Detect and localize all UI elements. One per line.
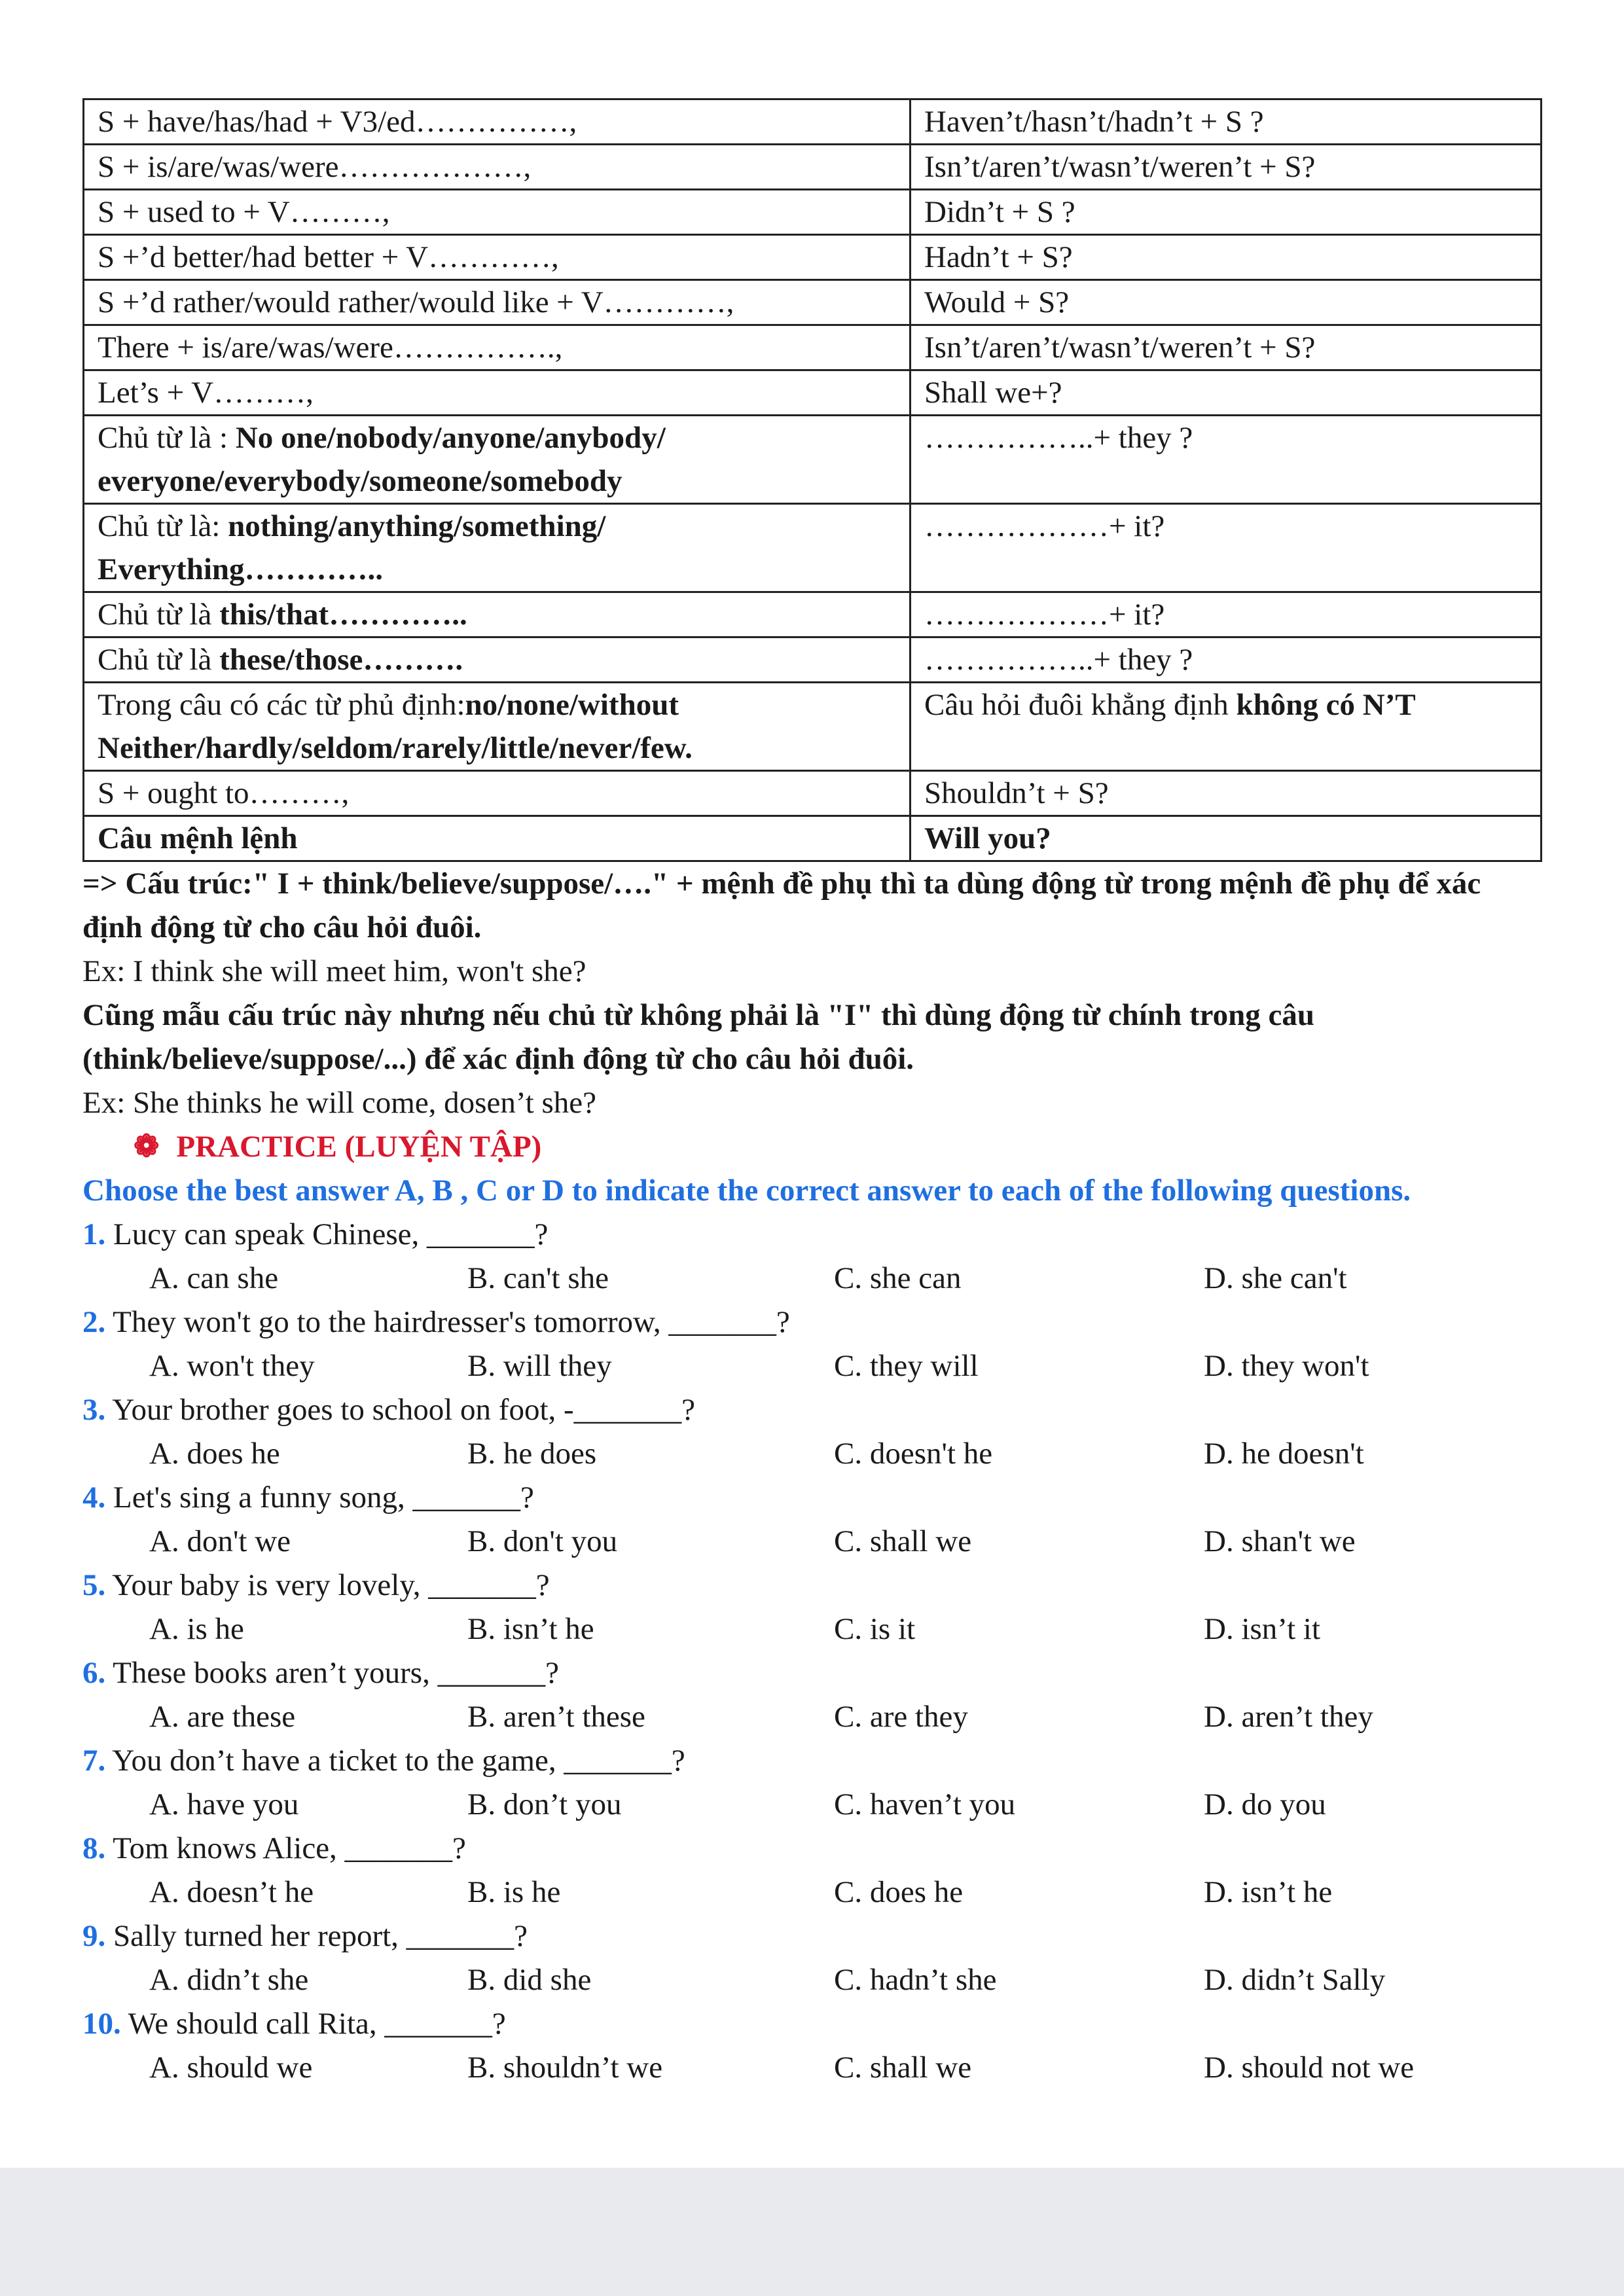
question-item [82,1914,1542,2002]
option-a[interactable]: A. can she [149,1261,279,1295]
question-list [82,1213,1542,2090]
cell-text: Hadn’t + S? [924,240,1073,274]
rules-table-body [84,99,1542,861]
cell-text: không có N’T [1236,688,1416,722]
cell-text: ……………..+ they ? [924,643,1193,677]
structure-note: => Cấu trúc:" I + think/believe/suppose/…." + mệnh đề phụ thì ta dùng động từ trong mệnh đề phụ để xác định động từ cho câu hỏi đuôi. [82,867,1481,944]
cell-text: Câu hỏi đuôi khẳng định [924,688,1236,722]
example-1: Ex: I think she will meet him, won't she? [82,954,586,988]
cell-text: Will you? [924,821,1051,855]
cell-text: S + ought to………, [98,776,350,810]
rule-tag-cell [911,99,1542,145]
option-c[interactable]: C. doesn't he [834,1437,993,1471]
question-line [82,1827,1542,1871]
option-b[interactable]: B. can't she [467,1261,609,1295]
cell-text: Haven’t/hasn’t/hadn’t + S ? [924,105,1264,139]
same-structure-note: Cũng mẫu cấu trúc này nhưng nếu chủ từ không phải là "I" thì dùng động từ chính trong câu (think/believe/suppose/...) để xác định động từ cho câu hỏi đuôi. [82,998,1314,1076]
option-a[interactable]: A. is he [149,1612,244,1646]
rule-tag-cell [911,145,1542,190]
rule-row [84,145,1542,190]
rule-tag-cell [911,771,1542,816]
question-item [82,1564,1542,1651]
option-c[interactable]: C. are they [834,1700,968,1734]
cell-text: S + is/are/was/were………………, [98,150,532,184]
option-d[interactable]: D. shan't we [1204,1524,1356,1558]
question-line [82,1651,1542,1695]
cell-text: ……………..+ they ? [924,421,1193,455]
option-d[interactable]: D. isn’t it [1204,1612,1321,1646]
option-d[interactable]: D. isn’t he [1204,1875,1333,1909]
rule-row [84,99,1542,145]
cell-text: Câu mệnh lệnh [98,821,298,855]
question-text: These books aren’t yours, _______? [113,1656,559,1690]
option-b[interactable]: B. did she [467,1963,592,1997]
rule-row [84,504,1542,592]
rule-structure-cell [84,816,911,861]
practice-heading [82,1125,1542,1169]
rule-tag-cell [911,370,1542,416]
rule-structure-cell [84,145,911,190]
cell-text: Shouldn’t + S? [924,776,1109,810]
answer-options [82,1257,1542,1300]
rule-row [84,816,1542,861]
option-c[interactable]: C. hadn’t she [834,1963,997,1997]
rule-structure-cell [84,99,911,145]
question-item [82,1388,1542,1476]
option-c[interactable]: C. shall we [834,2051,972,2085]
rule-row [84,370,1542,416]
option-d[interactable]: D. she can't [1204,1261,1347,1295]
option-b[interactable]: B. he does [467,1437,597,1471]
question-number: 4. [82,1480,106,1515]
option-a[interactable]: A. won't they [149,1349,315,1383]
option-d[interactable]: D. they won't [1204,1349,1369,1383]
answer-options [82,1344,1542,1388]
question-number: 2. [82,1305,106,1339]
question-text: You don’t have a ticket to the game, _______? [112,1744,685,1778]
question-item [82,1651,1542,1739]
rule-tag-cell [911,637,1542,683]
rule-tag-cell [911,190,1542,235]
cell-text: Chủ từ là : [98,421,236,455]
option-c[interactable]: C. is it [834,1612,916,1646]
cell-text: these/those………. [219,643,463,677]
question-number: 3. [82,1393,106,1427]
option-c[interactable]: C. they will [834,1349,979,1383]
option-c[interactable]: C. haven’t you [834,1787,1016,1821]
answer-options [82,1432,1542,1476]
rule-row [84,771,1542,816]
rule-tag-cell [911,416,1542,504]
option-d[interactable]: D. he doesn't [1204,1437,1364,1471]
rule-row [84,683,1542,771]
rule-structure-cell [84,370,911,416]
rule-structure-cell [84,190,911,235]
cell-text: S +’d better/had better + V…………, [98,240,559,274]
rule-tag-cell [911,280,1542,325]
question-number: 1. [82,1217,106,1251]
option-b[interactable]: B. is he [467,1875,561,1909]
question-text: Tom knows Alice, _______? [113,1831,466,1865]
rule-tag-cell [911,325,1542,370]
cell-text: No one/nobody/anyone/anybody/ everyone/everybody/someone/somebody [98,421,666,498]
rule-structure-cell [84,235,911,280]
question-item [82,1827,1542,1914]
rule-row [84,416,1542,504]
option-a[interactable]: A. does he [149,1437,280,1471]
rule-structure-cell [84,637,911,683]
option-a[interactable]: A. should we [149,2051,313,2085]
option-c[interactable]: C. shall we [834,1524,972,1558]
question-line [82,1476,1542,1520]
cell-text: ………………+ it? [924,598,1165,632]
question-text: Your brother goes to school on foot, -_______? [112,1393,696,1427]
option-b[interactable]: B. shouldn’t we [467,2051,663,2085]
answer-options [82,1607,1542,1651]
question-item [82,1476,1542,1564]
question-text: Sally turned her report, _______? [113,1919,528,1953]
practice-title: PRACTICE (LUYỆN TẬP) [176,1130,542,1164]
question-item [82,2002,1542,2090]
answer-options [82,2046,1542,2090]
option-b[interactable]: B. don’t you [467,1787,622,1821]
cell-text: Would + S? [924,285,1070,319]
question-line [82,2002,1542,2046]
option-b[interactable]: B. aren’t these [467,1700,645,1734]
tag-question-rules-table [82,98,1542,862]
option-a[interactable]: A. don't we [149,1524,291,1558]
question-text: Let's sing a funny song, _______? [113,1480,534,1515]
option-a[interactable]: A. are these [149,1700,296,1734]
question-text: We should call Rita, _______? [128,2007,506,2041]
rule-tag-cell [911,816,1542,861]
question-line [82,1213,1542,1257]
option-d[interactable]: D. didn’t Sally [1204,1963,1386,1997]
cell-text: nothing/anything/something/ Everything………….. [98,509,606,586]
cell-text: S + have/has/had + V3/ed……………, [98,105,577,139]
cell-text: Isn’t/aren’t/wasn’t/weren’t + S? [924,150,1316,184]
cell-text: Didn’t + S ? [924,195,1075,229]
cell-text: S +’d rather/would rather/would like + V…………, [98,285,734,319]
example-2: Ex: She thinks he will come, dosen’t she? [82,1086,596,1120]
rule-row [84,280,1542,325]
option-b[interactable]: B. will they [467,1349,612,1383]
rule-structure-cell [84,683,911,771]
question-text: Your baby is very lovely, _______? [112,1568,550,1602]
rule-structure-cell [84,280,911,325]
question-line [82,1914,1542,1958]
option-a[interactable]: A. doesn’t he [149,1875,314,1909]
question-line [82,1564,1542,1607]
option-c[interactable]: C. does he [834,1875,964,1909]
question-number: 8. [82,1831,106,1865]
flower-bullet-icon: ❁ [134,1130,160,1164]
rule-structure-cell [84,592,911,637]
question-item [82,1213,1542,1300]
rule-row [84,637,1542,683]
cell-text: Chủ từ là: [98,509,228,543]
option-d[interactable]: D. aren’t they [1204,1700,1373,1734]
option-d[interactable]: D. should not we [1204,2051,1415,2085]
rule-row [84,325,1542,370]
cell-text: ………………+ it? [924,509,1165,543]
rule-tag-cell [911,235,1542,280]
option-a[interactable]: A. have you [149,1787,299,1821]
rule-row [84,592,1542,637]
rule-tag-cell [911,592,1542,637]
answer-options [82,1695,1542,1739]
option-b[interactable]: B. don't you [467,1524,618,1558]
option-c[interactable]: C. she can [834,1261,962,1295]
cell-text: S + used to + V………, [98,195,390,229]
cell-text: Shall we+? [924,376,1062,410]
answer-options [82,1871,1542,1914]
answer-options [82,1958,1542,2002]
option-a[interactable]: A. didn’t she [149,1963,309,1997]
cell-text: no/none/without Neither/hardly/seldom/rarely/little/never/few. [98,688,693,765]
rule-tag-cell [911,683,1542,771]
question-text: Lucy can speak Chinese, _______? [113,1217,549,1251]
cell-text: Isn’t/aren’t/wasn’t/weren’t + S? [924,331,1316,365]
question-line [82,1300,1542,1344]
question-number: 9. [82,1919,106,1953]
cell-text: Let’s + V………, [98,376,314,410]
page-content [82,98,1542,2090]
option-b[interactable]: B. isn’t he [467,1612,594,1646]
question-number: 7. [82,1744,106,1778]
question-line [82,1388,1542,1432]
cell-text: Trong câu có các từ phủ định: [98,688,465,722]
cell-text: Chủ từ là [98,598,220,632]
question-number: 6. [82,1656,106,1690]
answer-options [82,1783,1542,1827]
rule-row [84,235,1542,280]
rule-structure-cell [84,771,911,816]
rule-structure-cell [84,504,911,592]
question-number: 10. [82,2007,121,2041]
question-item [82,1739,1542,1827]
rule-structure-cell [84,416,911,504]
rule-row [84,190,1542,235]
answer-options [82,1520,1542,1564]
question-line [82,1739,1542,1783]
question-text: They won't go to the hairdresser's tomorrow, _______? [113,1305,790,1339]
rule-tag-cell [911,504,1542,592]
cell-text: this/that………….. [219,598,467,632]
question-number: 5. [82,1568,106,1602]
rule-structure-cell [84,325,911,370]
instruction-text: Choose the best answer A, B , C or D to indicate the correct answer to each of the following questions. [82,1174,1411,1208]
option-d[interactable]: D. do you [1204,1787,1326,1821]
question-item [82,1300,1542,1388]
cell-text: Chủ từ là [98,643,220,677]
cell-text: There + is/are/was/were……………., [98,331,563,365]
